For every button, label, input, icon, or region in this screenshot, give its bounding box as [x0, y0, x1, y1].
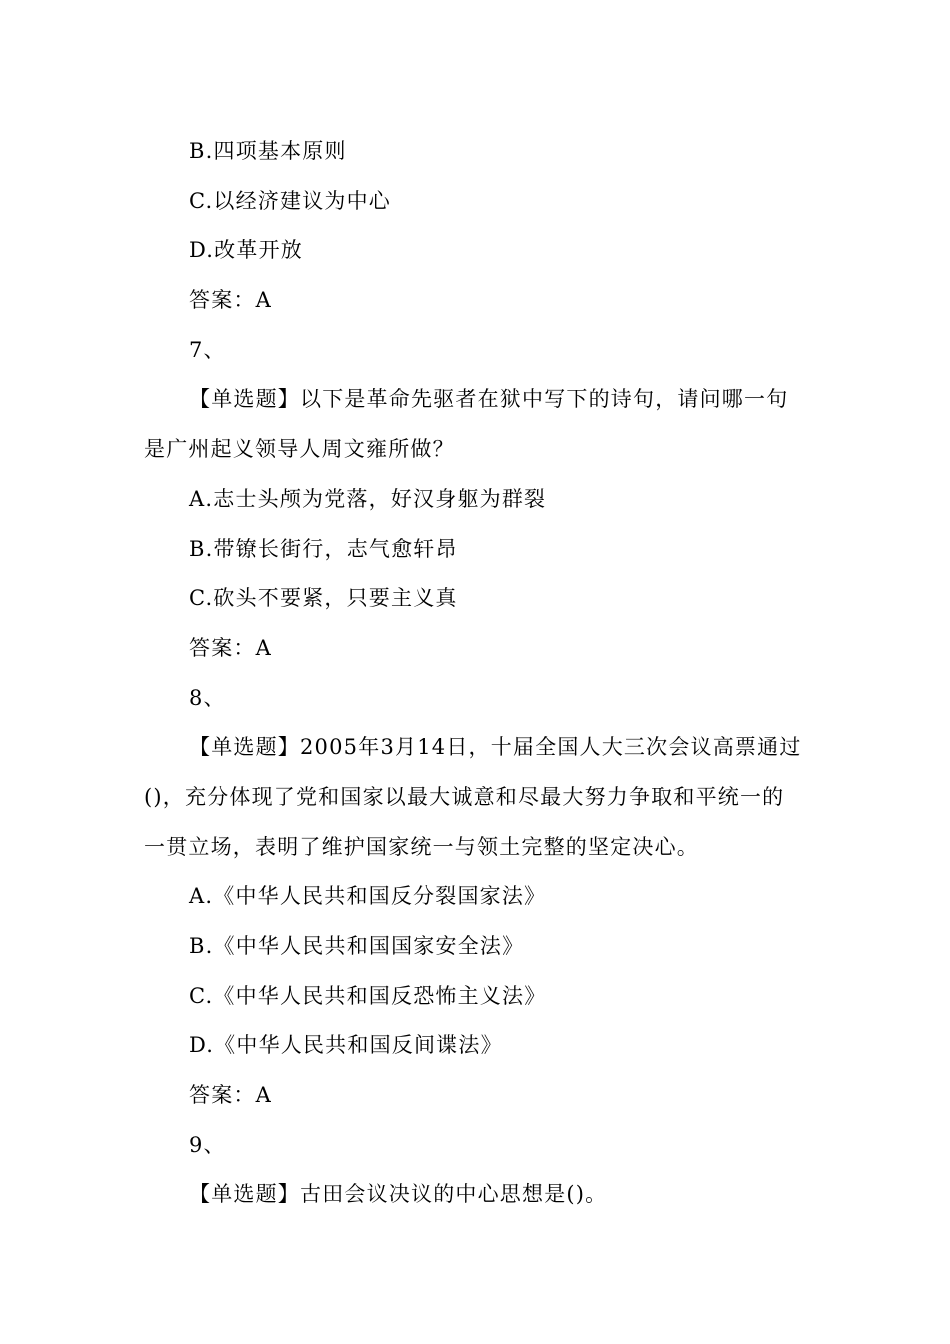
- question-number-8: 8、: [189, 686, 226, 710]
- answer-q7: 答案：A: [189, 636, 272, 660]
- answer-q8: 答案：A: [189, 1083, 272, 1107]
- option-a-q7: A.志士头颅为党落，好汉身躯为群裂: [189, 487, 547, 511]
- question-7-text-continued: 是广州起义领导人周文雍所做？: [144, 437, 455, 461]
- option-b-q8: B.《中华人民共和国国家安全法》: [189, 934, 525, 958]
- question-9-text: 【单选题】古田会议决议的中心思想是()。: [189, 1182, 608, 1206]
- question-7-text: 【单选题】以下是革命先驱者在狱中写下的诗句，请问哪一句: [189, 387, 789, 411]
- option-d-q8: D.《中华人民共和国反间谍法》: [189, 1033, 503, 1057]
- question-number-7: 7、: [189, 338, 226, 362]
- question-8-text: 【单选题】2005年3月14日，十届全国人大三次会议高票通过: [189, 735, 802, 759]
- option-c-q8: C.《中华人民共和国反恐怖主义法》: [189, 984, 547, 1008]
- option-b-q7: B.带镣长街行，志气愈轩昂: [189, 537, 458, 561]
- question-number-9: 9、: [189, 1133, 226, 1157]
- option-b-q6: B.四项基本原则: [189, 139, 347, 163]
- option-d-q6: D.改革开放: [189, 238, 303, 262]
- option-a-q8: A.《中华人民共和国反分裂国家法》: [189, 884, 547, 908]
- answer-q6: 答案：A: [189, 288, 272, 312]
- option-c-q6: C.以经济建议为中心: [189, 189, 391, 213]
- question-8-text-continued-1: ()，充分体现了党和国家以最大诚意和尽最大努力争取和平统一的: [144, 785, 785, 809]
- question-8-text-continued-2: 一贯立场，表明了维护国家统一与领土完整的坚定决心。: [144, 835, 699, 859]
- option-c-q7: C.砍头不要紧，只要主义真: [189, 586, 458, 610]
